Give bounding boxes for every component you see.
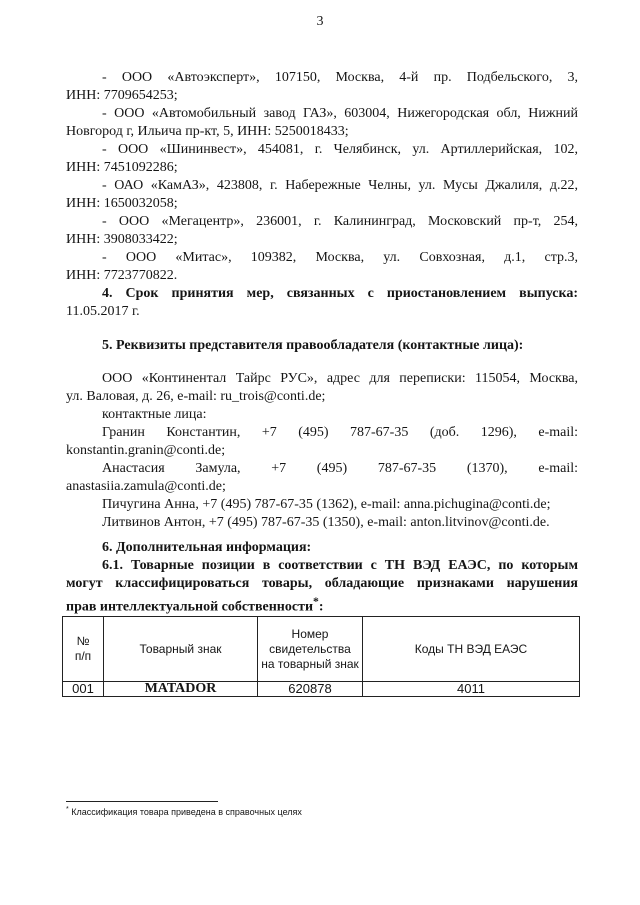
table-row (63, 682, 580, 697)
row-number: 001 (63, 682, 104, 697)
company-1-line-2: ИНН: 7709654253; (66, 88, 178, 103)
company-4-line-2: ИНН: 1650032058; (66, 196, 178, 211)
company-6-line-1: - ООО «Митас», 109382, Москва, ул. Совхозная, д.1, стр.3, (102, 250, 578, 265)
company-5-line-1: - ООО «Мегацентр», 236001, г. Калининград, Московский пр-т, 254, (102, 214, 578, 229)
company-5-line-2: ИНН: 3908033422; (66, 232, 178, 247)
contact-1-line-2: konstantin.granin@conti.de; (66, 443, 226, 458)
contact-2-line-2: anastasiia.zamula@conti.de; (66, 479, 226, 494)
footnote-text: Классификация товара приведена в справочных целях (71, 807, 302, 817)
company-2-line-1: - ООО «Автомобильный завод ГАЗ», 603004, Нижегородская обл, Нижний (102, 106, 578, 121)
org-address-line-1: ООО «Континентал Тайрс РУС», адрес для переписки: 115054, Москва, (102, 371, 578, 386)
trademark-table (62, 616, 580, 697)
header-number-symbol: № (76, 634, 90, 648)
contact-4: Литвинов Антон, +7 (495) 787-67-35 (1350), e-mail: anton.litvinov@conti.de. (102, 515, 550, 530)
row-codes: 4011 (363, 682, 580, 697)
contact-3: Пичугина Анна, +7 (495) 787-67-35 (1362), e-mail: anna.pichugina@conti.de; (102, 497, 551, 512)
row-certificate: 620878 (258, 682, 363, 697)
section-4-heading: 4. Срок принятия мер, связанных с приостановлением выпуска: (102, 286, 578, 301)
footnote-mark: * (66, 806, 69, 813)
contact-1-line-1: Гранин Константин, +7 (495) 787-67-35 (доб. 1296), e-mail: (102, 425, 578, 440)
header-codes: Коды ТН ВЭД ЕАЭС (363, 617, 580, 682)
company-4-line-1: - ОАО «КамАЗ», 423808, г. Набережные Челны, ул. Мусы Джалиля, д.22, (102, 178, 578, 193)
org-address-line-2: ул. Валовая, д. 26, e-mail: ru_trois@conti.de; (66, 389, 326, 404)
header-number-abbr: п/п (74, 649, 92, 663)
section-6-1-line-3 (66, 593, 578, 617)
section-4-date: 11.05.2017 г. (66, 304, 140, 319)
company-1-line-1: - ООО «Автоэксперт», 107150, Москва, 4-й пр. Подбельского, 3, (102, 70, 578, 85)
section-6-heading: 6. Дополнительная информация: (102, 540, 312, 555)
section-6-1-line-3-text: прав интеллектуальной собственности (66, 599, 314, 615)
footnote-divider (66, 801, 218, 802)
company-3-line-1: - ООО «Шининвест», 454081, г. Челябинск, ул. Артиллерийская, 102, (102, 142, 578, 157)
header-trademark: Товарный знак (104, 617, 258, 682)
footnote-ref-mark: * (313, 595, 319, 608)
header-certificate: Номер свидетельства на товарный знак (258, 617, 363, 682)
section-6-1-line-1: 6.1. Товарные позиции в соответствии с ТН ВЭД ЕАЭС, по которым (102, 558, 578, 573)
company-6-line-2: ИНН: 7723770822. (66, 268, 178, 283)
contacts-label: контактные лица: (102, 407, 207, 422)
section-5-heading: 5. Реквизиты представителя правообладателя (контактные лица): (102, 338, 524, 353)
footnote (66, 806, 302, 817)
table-header-row (63, 617, 580, 682)
header-number (63, 617, 104, 682)
contact-2-line-1: Анастасия Замула, +7 (495) 787-67-35 (1370), e-mail: (102, 461, 578, 476)
page-number: 3 (316, 14, 324, 29)
company-2-line-2: Новгород г, Ильича пр-кт, 5, ИНН: 5250018433; (66, 124, 349, 139)
row-trademark: MATADOR (104, 682, 258, 697)
section-6-1-colon: : (318, 599, 324, 615)
company-3-line-2: ИНН: 7451092286; (66, 160, 178, 175)
section-6-1-line-2: могут классифицироваться товары, обладающие признаками нарушения (66, 576, 578, 591)
